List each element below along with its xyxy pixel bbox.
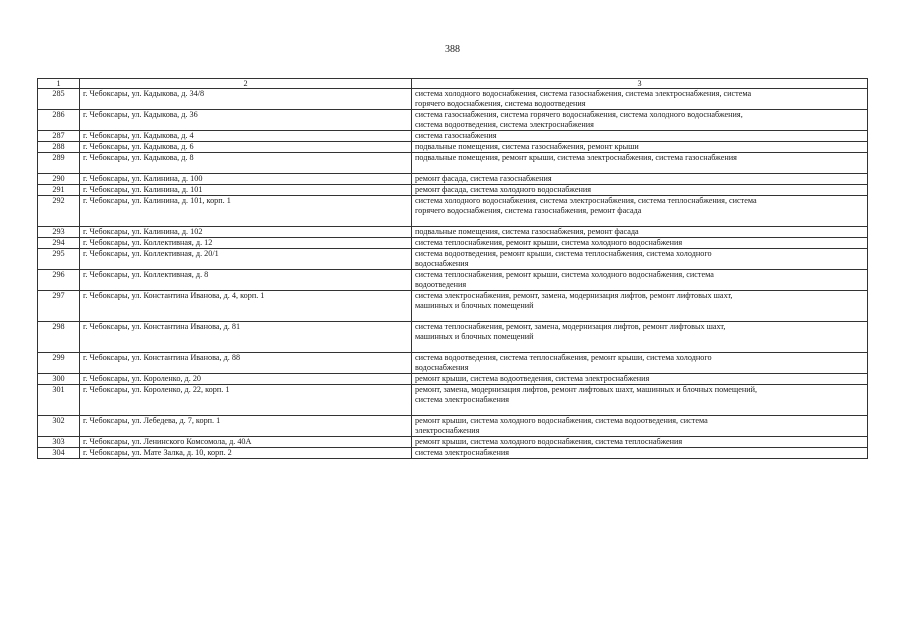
row-number: 298	[38, 322, 80, 353]
works-line: система газоснабжения	[415, 131, 497, 140]
row-address: г. Чебоксары, ул. Коллективная, д. 8	[80, 270, 412, 291]
works-line: ремонт фасада, система газоснабжения	[415, 174, 552, 183]
table-row	[38, 227, 868, 238]
works-line: ремонт крыши, система холодного водоснабжения, система водоотведения, система	[415, 416, 708, 425]
row-number: 296	[38, 270, 80, 291]
works-line: система холодного водоснабжения, система газоснабжения, система электроснабжения, система	[415, 89, 752, 98]
works-line: машинных и блочных помещений	[415, 332, 534, 341]
works-line: система водоотведения, система теплоснабжения, ремонт крыши, система холодного	[415, 353, 712, 362]
works-line: система водоотведения, система электроснабжения	[415, 120, 594, 129]
row-address: г. Чебоксары, ул. Лебедева, д. 7, корп. 1	[80, 416, 412, 437]
works-line: ремонт, замена, модернизация лифтов, ремонт лифтовых шахт, машинных и блочных помещений,	[415, 385, 758, 394]
row-address: г. Чебоксары, ул. Калинина, д. 101	[80, 185, 412, 196]
row-works	[412, 416, 868, 437]
works-line: машинных и блочных помещений	[415, 301, 534, 310]
row-number: 301	[38, 385, 80, 416]
works-line: система холодного водоснабжения, система электроснабжения, система теплоснабжения, система	[415, 196, 757, 205]
row-address: г. Чебоксары, ул. Калинина, д. 101, корп. 1	[80, 196, 412, 227]
table-row	[38, 153, 868, 174]
table-row	[38, 353, 868, 374]
works-line: горячего водоснабжения, система газоснабжения, ремонт фасада	[415, 206, 642, 215]
row-works	[412, 153, 868, 174]
row-number: 285	[38, 89, 80, 110]
row-address: г. Чебоксары, ул. Ленинского Комсомола, д. 40А	[80, 437, 412, 448]
works-line: система электроснабжения	[415, 448, 510, 457]
row-address: г. Чебоксары, ул. Короленко, д. 22, корп. 1	[80, 385, 412, 416]
column-header-3: 3	[412, 79, 868, 89]
row-address: г. Чебоксары, ул. Коллективная, д. 12	[80, 238, 412, 249]
table-row	[38, 322, 868, 353]
row-number: 289	[38, 153, 80, 174]
row-works	[412, 227, 868, 238]
works-line: система электроснабжения	[415, 395, 510, 404]
row-works	[412, 89, 868, 110]
table-row	[38, 110, 868, 131]
table-row	[38, 196, 868, 227]
works-line: электроснабжения	[415, 426, 480, 435]
row-works	[412, 270, 868, 291]
table-row	[38, 437, 868, 448]
row-address: г. Чебоксары, ул. Кадыкова, д. 36	[80, 110, 412, 131]
row-address: г. Чебоксары, ул. Калинина, д. 100	[80, 174, 412, 185]
row-number: 303	[38, 437, 80, 448]
works-line: ремонт крыши, система водоотведения, система электроснабжения	[415, 374, 650, 383]
row-works	[412, 385, 868, 416]
row-works	[412, 174, 868, 185]
row-address: г. Чебоксары, ул. Константина Иванова, д. 4, корп. 1	[80, 291, 412, 322]
row-address: г. Чебоксары, ул. Константина Иванова, д. 88	[80, 353, 412, 374]
table-row	[38, 89, 868, 110]
row-works	[412, 131, 868, 142]
table-row	[38, 174, 868, 185]
table-row	[38, 185, 868, 196]
row-address: г. Чебоксары, ул. Кадыкова, д. 8	[80, 153, 412, 174]
row-works	[412, 448, 868, 459]
row-works	[412, 322, 868, 353]
works-line: система теплоснабжения, ремонт крыши, система холодного водоснабжения	[415, 238, 683, 247]
row-number: 291	[38, 185, 80, 196]
table-header-row	[38, 79, 868, 89]
row-works	[412, 353, 868, 374]
table-row	[38, 238, 868, 249]
row-works	[412, 374, 868, 385]
row-works	[412, 185, 868, 196]
works-line: система теплоснабжения, ремонт крыши, система холодного водоснабжения, система	[415, 270, 714, 279]
row-number: 304	[38, 448, 80, 459]
row-works	[412, 110, 868, 131]
works-line: подвальные помещения, ремонт крыши, система электроснабжения, система газоснабжения	[415, 153, 737, 162]
row-number: 287	[38, 131, 80, 142]
row-number: 286	[38, 110, 80, 131]
row-number: 299	[38, 353, 80, 374]
row-number: 302	[38, 416, 80, 437]
works-line: подвальные помещения, система газоснабжения, ремонт фасада	[415, 227, 639, 236]
row-number: 292	[38, 196, 80, 227]
column-header-2: 2	[80, 79, 412, 89]
table-row	[38, 374, 868, 385]
table-row	[38, 416, 868, 437]
row-address: г. Чебоксары, ул. Калинина, д. 102	[80, 227, 412, 238]
works-line: система газоснабжения, система горячего водоснабжения, система холодного водоснабжения,	[415, 110, 743, 119]
works-line: ремонт крыши, система холодного водоснабжения, система теплоснабжения	[415, 437, 683, 446]
row-works	[412, 142, 868, 153]
addresses-table	[37, 78, 868, 459]
table-row	[38, 385, 868, 416]
row-address: г. Чебоксары, ул. Короленко, д. 20	[80, 374, 412, 385]
row-works	[412, 291, 868, 322]
table-row	[38, 142, 868, 153]
row-number: 300	[38, 374, 80, 385]
row-address: г. Чебоксары, ул. Коллективная, д. 20/1	[80, 249, 412, 270]
row-number: 294	[38, 238, 80, 249]
works-line: водоснабжения	[415, 259, 469, 268]
row-number: 288	[38, 142, 80, 153]
works-line: ремонт фасада, система холодного водоснабжения	[415, 185, 591, 194]
table-row	[38, 448, 868, 459]
row-address: г. Чебоксары, ул. Кадыкова, д. 4	[80, 131, 412, 142]
row-works	[412, 238, 868, 249]
row-address: г. Чебоксары, ул. Мате Залка, д. 10, корп. 2	[80, 448, 412, 459]
works-line: система электроснабжения, ремонт, замена, модернизация лифтов, ремонт лифтовых шахт,	[415, 291, 733, 300]
table-row	[38, 131, 868, 142]
works-line: водоснабжения	[415, 363, 469, 372]
works-line: горячего водоснабжения, система водоотведения	[415, 99, 586, 108]
works-line: система теплоснабжения, ремонт, замена, модернизация лифтов, ремонт лифтовых шахт,	[415, 322, 726, 331]
table-row	[38, 270, 868, 291]
row-number: 290	[38, 174, 80, 185]
table-row	[38, 291, 868, 322]
row-address: г. Чебоксары, ул. Константина Иванова, д. 81	[80, 322, 412, 353]
row-works	[412, 437, 868, 448]
page-number: 388	[445, 44, 460, 55]
works-line: водоотведения	[415, 280, 467, 289]
row-number: 293	[38, 227, 80, 238]
works-line: подвальные помещения, система газоснабжения, ремонт крыши	[415, 142, 639, 151]
row-works	[412, 249, 868, 270]
row-address: г. Чебоксары, ул. Кадыкова, д. 6	[80, 142, 412, 153]
column-header-1: 1	[38, 79, 80, 89]
works-line: система водоотведения, ремонт крыши, система теплоснабжения, система холодного	[415, 249, 712, 258]
table-row	[38, 249, 868, 270]
row-number: 297	[38, 291, 80, 322]
row-address: г. Чебоксары, ул. Кадыкова, д. 34/8	[80, 89, 412, 110]
row-works	[412, 196, 868, 227]
row-number: 295	[38, 249, 80, 270]
